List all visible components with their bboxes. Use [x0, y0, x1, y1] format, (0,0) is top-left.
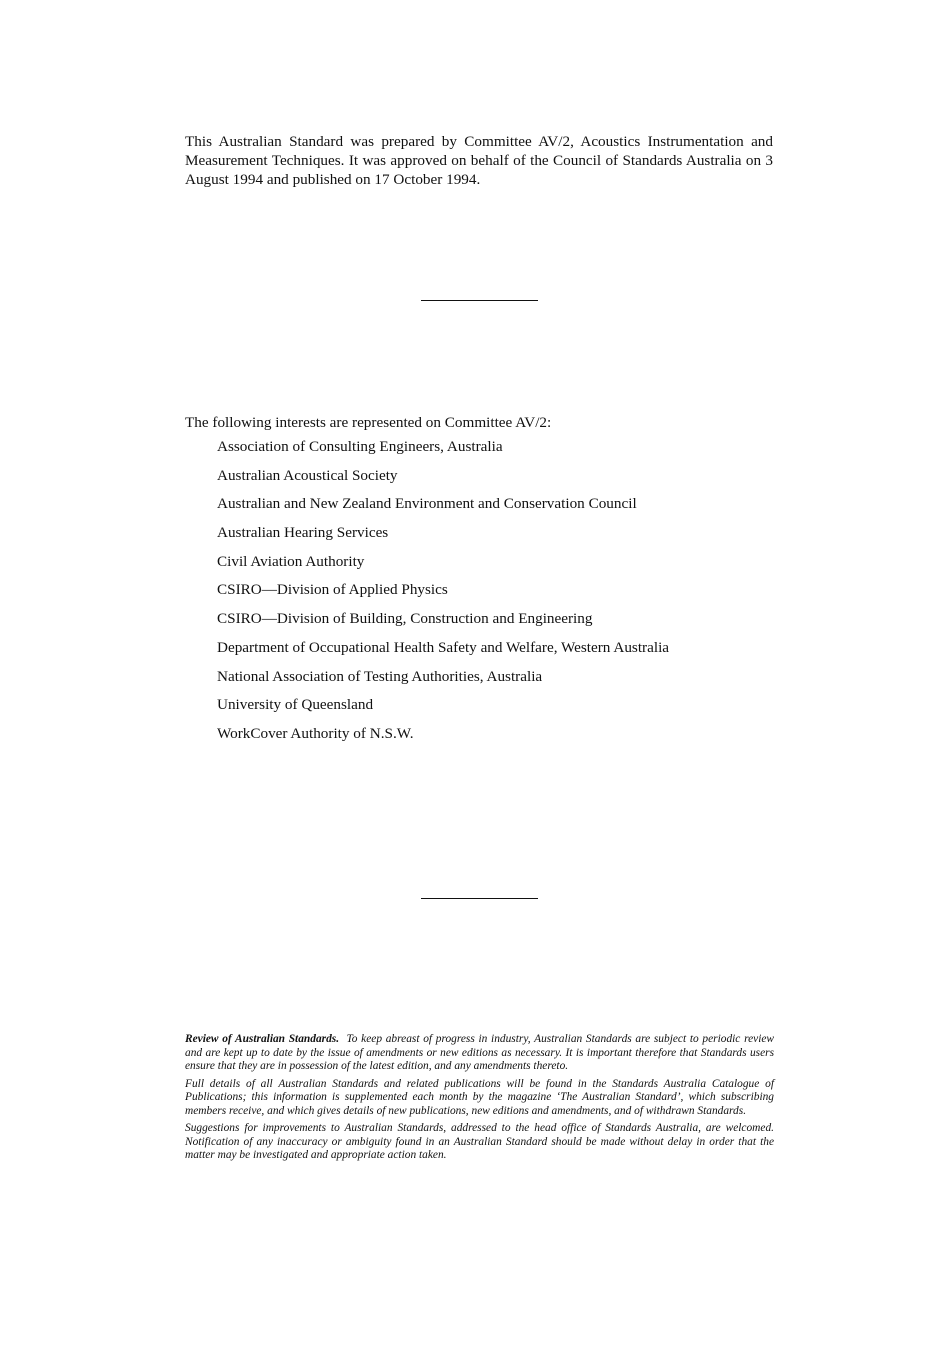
committee-heading: The following interests are represented on Committee AV/2: [185, 414, 552, 431]
catalogue-paragraph: Full details of all Australian Standards and related publications will be found in the Standards Australia Catalogue of Publications; this information is supplemented each month by the magazine ‘The Australian Standard’, which subscribing members receive, and which gives details of new publications, new editions and amendments, and of withdrawn Standards. [185, 1077, 774, 1117]
list-item: University of Queensland [217, 696, 374, 714]
review-notice [185, 1033, 774, 1167]
list-item: Australian Hearing Services [217, 524, 389, 542]
list-item: Department of Occupational Health Safety and Welfare, Western Australia [217, 638, 670, 656]
list-item: Australian Acoustical Society [217, 466, 398, 484]
list-item: CSIRO—Division of Applied Physics [217, 581, 448, 599]
list-item: Association of Consulting Engineers, Australia [217, 438, 503, 455]
list-item: Civil Aviation Authority [217, 552, 365, 570]
preparation-statement: This Australian Standard was prepared by Committee AV/2, Acoustics Instrumentation and Measurement Techniques. It was approved on behalf of the Council of Standards Australia on 3 August 1994 and published on 17 October 1994. [185, 133, 773, 188]
list-item: WorkCover Authority of N.S.W. [217, 724, 414, 742]
review-paragraph [185, 1033, 774, 1074]
list-item: Australian and New Zealand Environment and Conservation Council [217, 495, 637, 513]
committee-section [185, 413, 785, 749]
suggestions-paragraph: Suggestions for improvements to Australian Standards, addressed to the head office of Standards Australia, are welcomed. Notification of any inaccuracy or ambiguity found in an Australian Standard should be made without delay in order that the matter may be investigated and appropriate action taken. [185, 1122, 774, 1161]
committee-member-list [185, 433, 785, 749]
review-lead: Review of Australian Standards. [185, 1033, 340, 1045]
horizontal-rule-divider [421, 300, 538, 301]
horizontal-rule-divider [421, 898, 538, 899]
list-item: CSIRO—Division of Building, Construction and Engineering [217, 610, 593, 628]
review-paragraph-text: To keep abreast of progress in industry, Australian Standards are subject to periodic review and are kept up to date by the issue of amendments or new editions as necessary. It is important therefore that Standards users ensure that they are in possession of the latest edition, and any amendments thereto. [185, 1033, 775, 1072]
list-item: National Association of Testing Authorities, Australia [217, 667, 543, 685]
